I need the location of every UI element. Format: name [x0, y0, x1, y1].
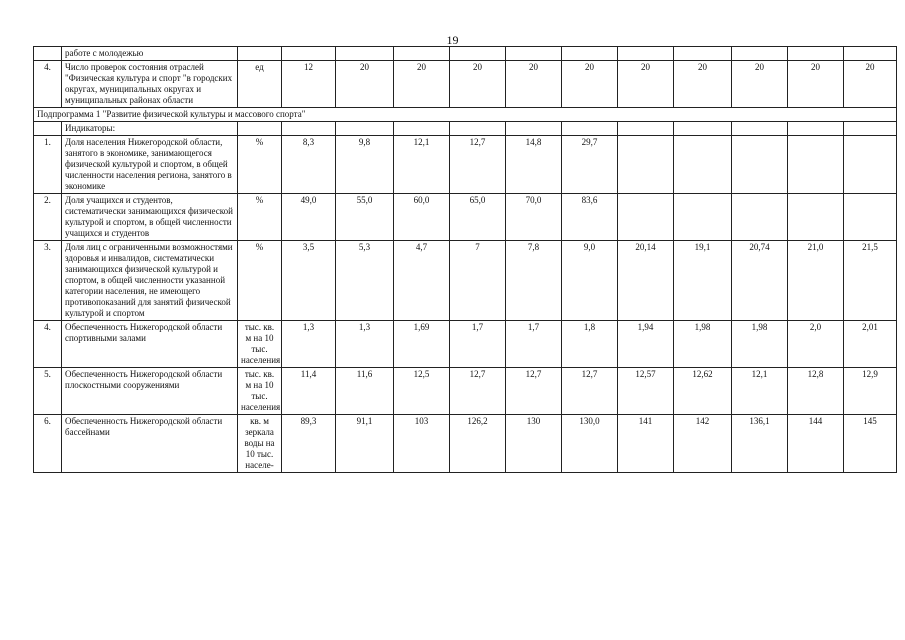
value-cell: 12,7	[450, 136, 506, 194]
unit-cell: тыс. кв. м на 10 тыс. населения	[238, 321, 282, 368]
row-number-cell: 3.	[34, 241, 62, 321]
indicator-name-cell: Число проверок состояния отраслей "Физическая культура и спорт "в городских округах, муниципальных округах и муниципальных районах области	[62, 61, 238, 108]
table-row	[34, 194, 897, 241]
value-cell: 20	[674, 61, 732, 108]
unit-cell: ед	[238, 61, 282, 108]
value-cell: 130	[506, 415, 562, 473]
indicators-table	[33, 46, 897, 473]
subprogram-row	[34, 108, 897, 122]
value-cell: 55,0	[336, 194, 394, 241]
value-cell: 83,6	[562, 194, 618, 241]
value-cell: 65,0	[450, 194, 506, 241]
value-cell: 14,8	[506, 136, 562, 194]
value-cell: 141	[618, 415, 674, 473]
value-cell: 5,3	[336, 241, 394, 321]
value-cell: 2,0	[788, 321, 844, 368]
value-cell: 3,5	[282, 241, 336, 321]
value-cell: 20	[788, 61, 844, 108]
value-cell	[732, 136, 788, 194]
value-cell: 20	[562, 61, 618, 108]
value-cell: 20,14	[618, 241, 674, 321]
table-row	[34, 415, 897, 473]
row-number-cell: 1.	[34, 136, 62, 194]
value-cell: 12,8	[788, 368, 844, 415]
value-cell: 20	[618, 61, 674, 108]
indicators-label: Индикаторы:	[62, 122, 238, 136]
value-cell: 7	[450, 241, 506, 321]
unit-cell: тыс. кв. м на 10 тыс. населения	[238, 368, 282, 415]
unit-cell: %	[238, 136, 282, 194]
indicator-name-cell: Доля учащихся и студентов, систематически занимающихся физической культурой и спортом, в общей численности учащихся и студентов	[62, 194, 238, 241]
table-body	[34, 47, 897, 473]
value-cell: 60,0	[394, 194, 450, 241]
indicator-name-cell: работе с молодежью	[62, 47, 238, 61]
value-cell: 20	[394, 61, 450, 108]
value-cell: 11,6	[336, 368, 394, 415]
value-cell: 20,74	[732, 241, 788, 321]
value-cell: 1,94	[618, 321, 674, 368]
value-cell: 130,0	[562, 415, 618, 473]
row-number-cell: 4.	[34, 61, 62, 108]
value-cell: 12,57	[618, 368, 674, 415]
value-cell: 126,2	[450, 415, 506, 473]
value-cell	[618, 136, 674, 194]
table-row	[34, 61, 897, 108]
value-cell: 11,4	[282, 368, 336, 415]
row-number-cell	[34, 47, 62, 61]
value-cell: 1,3	[336, 321, 394, 368]
value-cell: 12,1	[732, 368, 788, 415]
row-number-cell: 2.	[34, 194, 62, 241]
indicator-name-cell: Обеспеченность Нижегородской области спортивными залами	[62, 321, 238, 368]
value-cell: 8,3	[282, 136, 336, 194]
unit-cell: кв. м зеркала воды на 10 тыс. населе-	[238, 415, 282, 473]
table-row	[34, 368, 897, 415]
page-number: 19	[446, 33, 459, 47]
value-cell	[844, 194, 897, 241]
value-cell: 145	[844, 415, 897, 473]
value-cell: 144	[788, 415, 844, 473]
value-cell: 1,3	[282, 321, 336, 368]
indicator-name-cell: Доля населения Нижегородской области, занятого в экономике, занимающегося физической культурой и спортом, в общей численности населения региона, занятого в экономике	[62, 136, 238, 194]
row-number-cell: 5.	[34, 368, 62, 415]
value-cell: 1,7	[450, 321, 506, 368]
value-cell	[844, 136, 897, 194]
value-cell: 136,1	[732, 415, 788, 473]
value-cell: 1,7	[506, 321, 562, 368]
value-cell: 70,0	[506, 194, 562, 241]
table-row	[34, 122, 897, 136]
value-cell: 12,7	[562, 368, 618, 415]
value-cell	[788, 136, 844, 194]
value-cell: 91,1	[336, 415, 394, 473]
value-cell: 20	[336, 61, 394, 108]
value-cell: 1,8	[562, 321, 618, 368]
table-row	[34, 241, 897, 321]
value-cell: 21,5	[844, 241, 897, 321]
value-cell: 12,5	[394, 368, 450, 415]
value-cell: 1,69	[394, 321, 450, 368]
value-cell: 19,1	[674, 241, 732, 321]
value-cell: 1,98	[674, 321, 732, 368]
value-cell: 2,01	[844, 321, 897, 368]
row-number-cell: 6.	[34, 415, 62, 473]
indicator-name-cell: Доля лиц с ограниченными возможностями здоровья и инвалидов, систематически занимающихся физической культурой и спортом, в общей численности указанной категории населения, не имеющего противопоказаний для занятий физической культурой и спортом	[62, 241, 238, 321]
value-cell: 12	[282, 61, 336, 108]
value-cell	[674, 136, 732, 194]
table-row	[34, 136, 897, 194]
value-cell: 9,8	[336, 136, 394, 194]
value-cell: 49,0	[282, 194, 336, 241]
indicator-name-cell: Обеспеченность Нижегородской области плоскостными сооружениями	[62, 368, 238, 415]
value-cell: 103	[394, 415, 450, 473]
value-cell: 12,1	[394, 136, 450, 194]
row-number-cell: 4.	[34, 321, 62, 368]
unit-cell: %	[238, 241, 282, 321]
value-cell: 142	[674, 415, 732, 473]
value-cell: 20	[506, 61, 562, 108]
value-cell: 12,7	[450, 368, 506, 415]
indicator-name-cell: Обеспеченность Нижегородской области бассейнами	[62, 415, 238, 473]
value-cell: 1,98	[732, 321, 788, 368]
value-cell: 12,9	[844, 368, 897, 415]
value-cell: 20	[450, 61, 506, 108]
value-cell: 29,7	[562, 136, 618, 194]
table-row	[34, 47, 897, 61]
value-cell: 9,0	[562, 241, 618, 321]
subprogram-title: Подпрограмма 1 "Развитие физической культуры и массового спорта"	[34, 108, 897, 122]
value-cell	[618, 194, 674, 241]
unit-cell: %	[238, 194, 282, 241]
value-cell: 89,3	[282, 415, 336, 473]
value-cell: 21,0	[788, 241, 844, 321]
value-cell: 4,7	[394, 241, 450, 321]
value-cell: 12,7	[506, 368, 562, 415]
value-cell	[674, 194, 732, 241]
table-row	[34, 321, 897, 368]
value-cell	[788, 194, 844, 241]
value-cell	[732, 194, 788, 241]
value-cell: 20	[732, 61, 788, 108]
value-cell: 12,62	[674, 368, 732, 415]
value-cell: 7,8	[506, 241, 562, 321]
value-cell: 20	[844, 61, 897, 108]
